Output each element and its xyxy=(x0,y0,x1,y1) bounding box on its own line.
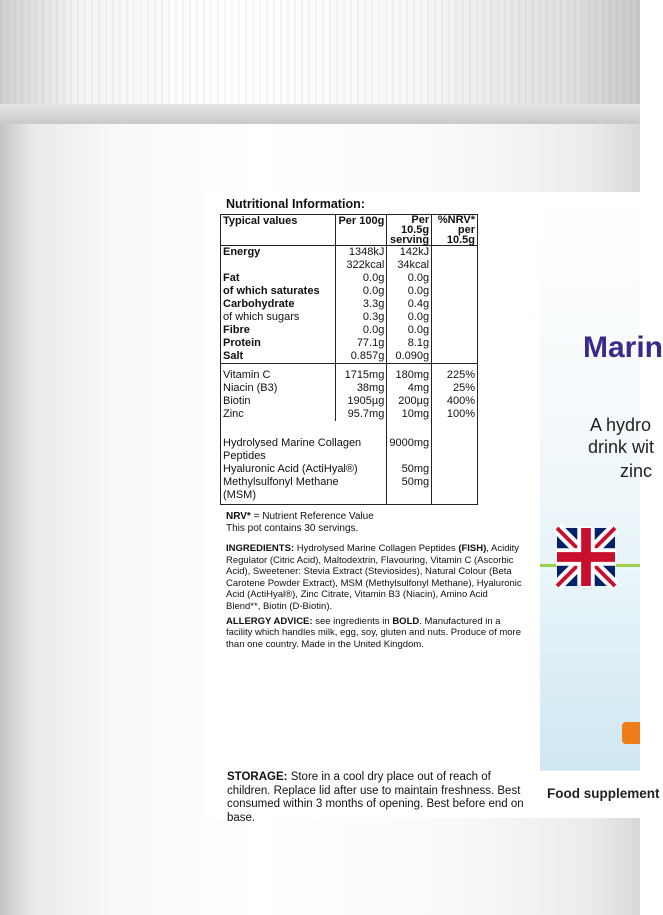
product-description-line-2: drink wit xyxy=(588,437,655,457)
table-row: Protein 77.1g 8.1g xyxy=(221,337,478,350)
nutrition-table xyxy=(220,214,478,505)
table-row: Fibre 0.0g 0.0g xyxy=(221,324,478,337)
table-header-row xyxy=(221,215,478,246)
product-title-fragment: Marin xyxy=(583,331,663,364)
nutrition-panel xyxy=(220,198,520,650)
header-per-100g: Per 100g xyxy=(335,215,387,246)
table-row: Biotin 1905µg 200µg 400% xyxy=(221,395,478,408)
storage-instructions: STORAGE: Store in a cool dry place out of reach of children. Replace lid after use to maintain freshness. Best consumed within 3 months of opening. Best before end on base. xyxy=(227,771,524,824)
nrv-key: NRV* xyxy=(226,511,251,522)
orange-badge-fragment xyxy=(622,722,640,744)
table-row: Hydrolysed Marine Collagen Peptides 9000mg xyxy=(221,421,478,463)
table-row: Zinc 95.7mg 10mg 100% xyxy=(221,408,478,421)
product-description-line-3: zinc xyxy=(620,461,653,481)
servings-text: This pot contains 30 servings. xyxy=(226,523,359,534)
table-row: Hyaluronic Acid (ActiHyal®) 50mg xyxy=(221,463,478,476)
table-row: Fat 0.0g 0.0g xyxy=(221,272,478,285)
header-typical-values: Typical values xyxy=(221,215,336,246)
nrv-definition: = Nutrient Reference Value xyxy=(250,511,374,522)
table-row: of which saturates 0.0g 0.0g xyxy=(221,285,478,298)
lid-lip xyxy=(0,104,640,124)
allergy-advice: ALLERGY ADVICE: see ingredients in BOLD. Manufactured in a facility which handles milk, egg, soy, gluten and nuts. Produce of more than one country. Made in the United Kingdom. xyxy=(226,615,522,650)
lid-ridges xyxy=(0,0,640,112)
table-row: Vitamin C 1715mg 180mg 225% xyxy=(221,364,478,383)
table-row: Methylsulfonyl Methane (MSM) 50mg xyxy=(221,476,478,505)
table-row: of which sugars 0.3g 0.0g xyxy=(221,311,478,324)
header-per-serving: Per 10.5g serving xyxy=(387,215,432,246)
table-row: Salt 0.857g 0.090g xyxy=(221,350,478,364)
header-nrv: %NRV* per 10.5g xyxy=(432,215,478,246)
allergen-fish: (FISH) xyxy=(458,543,487,554)
nutrition-heading: Nutritional Information: xyxy=(226,197,365,211)
table-row: Energy 1348kJ 142kJ xyxy=(221,246,478,260)
table-row: Carbohydrate 3.3g 0.4g xyxy=(221,298,478,311)
table-row: Niacin (B3) 38mg 4mg 25% xyxy=(221,382,478,395)
product-description-line-1: A hydro xyxy=(590,415,652,435)
food-supplement-text: Food supplement xyxy=(547,786,660,801)
ingredients-text: INGREDIENTS: Hydrolysed Marine Collagen Peptides (FISH), Acidity Regulator (Citric Acid), Maltodextrin, Flavouring, Vitamin C (Ascorbic Acid), Sweetener: Stevia Extract (Steviosides), Natural Colour (Beta Carotene Powder Extract), MSM (Methylsulfonyl Methane), Hyaluronic Acid (ActiHyal®), Zinc Citrate, Vitamin B3 (Niacin), Amino Acid Blend**, Biotin (D-Biotin). xyxy=(226,543,522,612)
table-row: 322kcal 34kcal xyxy=(221,259,478,272)
nrv-notes xyxy=(226,511,526,535)
uk-flag-icon xyxy=(557,528,615,586)
